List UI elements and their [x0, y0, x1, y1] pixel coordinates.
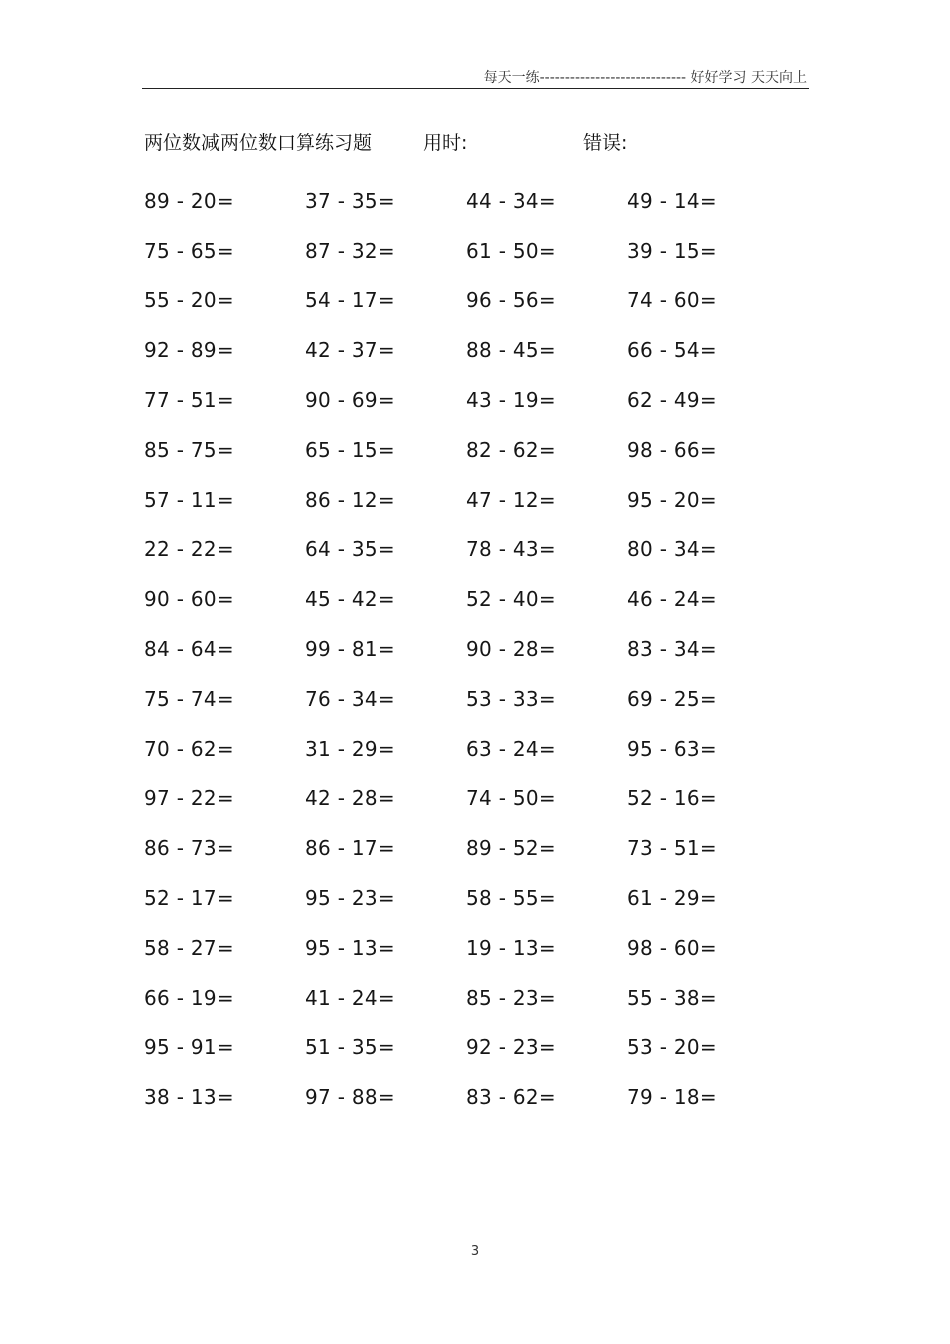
subtraction-problem: 89 - 20= — [144, 188, 234, 213]
subtraction-problem: 73 - 51= — [627, 836, 717, 861]
subtraction-problem: 31 - 29= — [305, 736, 395, 761]
subtraction-problem: 74 - 60= — [627, 288, 717, 313]
problem-row — [144, 375, 804, 425]
subtraction-problem: 62 - 49= — [627, 388, 717, 413]
subtraction-problem: 86 - 73= — [144, 836, 234, 861]
subtraction-problem: 97 - 88= — [305, 1085, 395, 1110]
subtraction-problem: 66 - 54= — [627, 338, 717, 363]
subtraction-problem: 58 - 27= — [144, 935, 234, 960]
subtraction-problem: 98 - 60= — [627, 935, 717, 960]
subtraction-problem: 37 - 35= — [305, 188, 395, 213]
problem-row — [144, 973, 804, 1023]
subtraction-problem: 42 - 28= — [305, 786, 395, 811]
subtraction-problem: 86 - 12= — [305, 487, 395, 512]
subtraction-problem: 83 - 34= — [627, 637, 717, 662]
header-motto: 每天一练----------------------------- 好好学习 天天向上 — [483, 70, 807, 86]
subtraction-problem: 95 - 20= — [627, 487, 717, 512]
subtraction-problem: 41 - 24= — [305, 985, 395, 1010]
problem-row — [144, 674, 804, 724]
subtraction-problem: 44 - 34= — [466, 188, 556, 213]
subtraction-problem: 77 - 51= — [144, 388, 234, 413]
subtraction-problem: 96 - 56= — [466, 288, 556, 313]
problem-row — [144, 475, 804, 525]
subtraction-problem: 61 - 50= — [466, 238, 556, 263]
subtraction-problem: 76 - 34= — [305, 686, 395, 711]
subtraction-problem: 45 - 42= — [305, 587, 395, 612]
subtraction-problem: 90 - 69= — [305, 388, 395, 413]
subtraction-problem: 61 - 29= — [627, 886, 717, 911]
problem-row — [144, 574, 804, 624]
subtraction-problem: 90 - 60= — [144, 587, 234, 612]
subtraction-problem: 43 - 19= — [466, 388, 556, 413]
subtraction-problem: 70 - 62= — [144, 736, 234, 761]
subtraction-problem: 19 - 13= — [466, 935, 556, 960]
subtraction-problem: 52 - 40= — [466, 587, 556, 612]
subtraction-problem: 53 - 33= — [466, 686, 556, 711]
page-number: 3 — [470, 1244, 480, 1259]
subtraction-problem: 86 - 17= — [305, 836, 395, 861]
subtraction-problem: 54 - 17= — [305, 288, 395, 313]
problem-row — [144, 774, 804, 824]
time-label: 用时: — [423, 132, 468, 154]
subtraction-problem: 99 - 81= — [305, 637, 395, 662]
subtraction-problem: 53 - 20= — [627, 1035, 717, 1060]
subtraction-problem: 47 - 12= — [466, 487, 556, 512]
problem-row — [144, 176, 804, 226]
subtraction-problem: 82 - 62= — [466, 437, 556, 462]
problem-row — [144, 1072, 804, 1122]
subtraction-problem: 58 - 55= — [466, 886, 556, 911]
subtraction-problem: 95 - 91= — [144, 1035, 234, 1060]
subtraction-problem: 64 - 35= — [305, 537, 395, 562]
subtraction-problem: 92 - 23= — [466, 1035, 556, 1060]
subtraction-problem: 83 - 62= — [466, 1085, 556, 1110]
subtraction-problem: 42 - 37= — [305, 338, 395, 363]
worksheet-title: 两位数减两位数口算练习题 — [144, 132, 373, 154]
subtraction-problem: 97 - 22= — [144, 786, 234, 811]
subtraction-problem: 95 - 23= — [305, 886, 395, 911]
problem-row — [144, 923, 804, 973]
subtraction-problem: 66 - 19= — [144, 985, 234, 1010]
subtraction-problem: 95 - 63= — [627, 736, 717, 761]
problem-row — [144, 525, 804, 575]
errors-label: 错误: — [583, 132, 628, 154]
subtraction-problem: 52 - 17= — [144, 886, 234, 911]
problem-row — [144, 325, 804, 375]
problem-grid — [144, 176, 804, 1122]
subtraction-problem: 57 - 11= — [144, 487, 234, 512]
subtraction-problem: 75 - 65= — [144, 238, 234, 263]
subtraction-problem: 39 - 15= — [627, 238, 717, 263]
subtraction-problem: 63 - 24= — [466, 736, 556, 761]
subtraction-problem: 55 - 38= — [627, 985, 717, 1010]
subtraction-problem: 88 - 45= — [466, 338, 556, 363]
subtraction-problem: 90 - 28= — [466, 637, 556, 662]
subtraction-problem: 49 - 14= — [627, 188, 717, 213]
subtraction-problem: 78 - 43= — [466, 537, 556, 562]
subtraction-problem: 92 - 89= — [144, 338, 234, 363]
subtraction-problem: 84 - 64= — [144, 637, 234, 662]
subtraction-problem: 98 - 66= — [627, 437, 717, 462]
subtraction-problem: 85 - 23= — [466, 985, 556, 1010]
subtraction-problem: 65 - 15= — [305, 437, 395, 462]
problem-row — [144, 624, 804, 674]
subtraction-problem: 85 - 75= — [144, 437, 234, 462]
problem-row — [144, 425, 804, 475]
subtraction-problem: 80 - 34= — [627, 537, 717, 562]
problem-row — [144, 724, 804, 774]
subtraction-problem: 46 - 24= — [627, 587, 717, 612]
worksheet-title-row — [144, 128, 804, 156]
subtraction-problem: 51 - 35= — [305, 1035, 395, 1060]
subtraction-problem: 22 - 22= — [144, 537, 234, 562]
subtraction-problem: 89 - 52= — [466, 836, 556, 861]
subtraction-problem: 75 - 74= — [144, 686, 234, 711]
subtraction-problem: 87 - 32= — [305, 238, 395, 263]
subtraction-problem: 38 - 13= — [144, 1085, 234, 1110]
problem-row — [144, 276, 804, 326]
subtraction-problem: 69 - 25= — [627, 686, 717, 711]
subtraction-problem: 55 - 20= — [144, 288, 234, 313]
subtraction-problem: 52 - 16= — [627, 786, 717, 811]
problem-row — [144, 873, 804, 923]
page-header — [142, 64, 809, 89]
problem-row — [144, 226, 804, 276]
subtraction-problem: 74 - 50= — [466, 786, 556, 811]
subtraction-problem: 95 - 13= — [305, 935, 395, 960]
problem-row — [144, 1023, 804, 1073]
subtraction-problem: 79 - 18= — [627, 1085, 717, 1110]
problem-row — [144, 823, 804, 873]
